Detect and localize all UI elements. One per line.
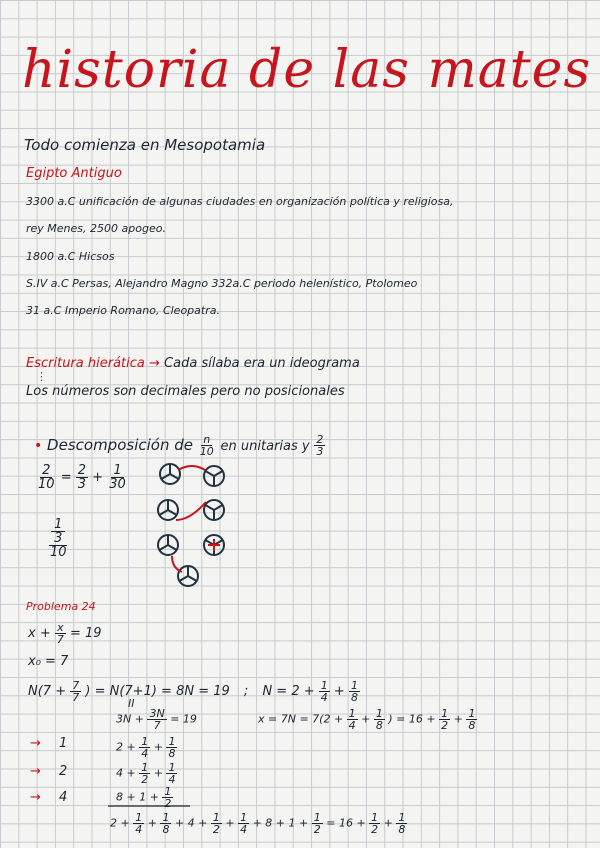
arrow-icon: →: [30, 764, 41, 779]
arrow-icon: →: [30, 790, 41, 805]
problem-total: 2 + $\frac{1}{4}$ + $\frac{1}{8}$ + 4 + $\frac{1}{2}$ + $\frac{1}{4}$ + 8 + 1 + $\frac{1}{2}$ = 16 + $\frac{1}{2}$ + $\frac{1}{8}$: [110, 811, 406, 836]
writing-text: Cada sílaba era un ideograma: [164, 356, 360, 371]
problem-row-3: → 4: [30, 790, 68, 805]
circle-icon: [158, 500, 178, 520]
egypt-line-4: S.IV a.C Persas, Alejandro Magno 332a.C periodo helenístico, Ptolomeo: [26, 277, 418, 290]
circle-icon: [178, 566, 198, 586]
arrow-icon: →: [149, 356, 160, 371]
egypt-heading: Egipto Antiguo: [26, 166, 122, 181]
bullet-icon: •: [34, 438, 43, 454]
decomposition-equation: $\frac{2}{10}$ = $\frac{2}{3}$ + $\frac{1}{30}$: [38, 463, 126, 492]
egypt-line-5: 31 a.C Imperio Romano, Cleopatra.: [26, 304, 220, 317]
problem-row-2: → 2: [30, 764, 68, 779]
problem-row-1-expr: 2 + $\frac{1}{4}$ + $\frac{1}{8}$: [116, 735, 176, 760]
circle-icon: [158, 535, 178, 555]
problem-line3: N(7 + $\frac{7}{7}$ ) = N(7+1) = 8N = 19 ; N = 2 + $\frac{1}{4}$ + $\frac{1}{8}$: [28, 679, 358, 704]
arrow-icon: →: [30, 736, 41, 751]
nested-fraction: 1 3 10: [50, 517, 67, 560]
problem-x0: x₀ = 7: [28, 654, 69, 669]
circle-icon: [160, 464, 180, 484]
problem-line4: 3N + $\frac{3N}{7}$ = 19: [116, 707, 197, 732]
problem-heading: Problema 24: [26, 600, 96, 613]
egypt-line-1: 3300 a.C unificación de algunas ciudades en organización política y religiosa,: [26, 195, 454, 208]
problem-row-3-expr: 8 + 1 + $\frac{1}{2}$: [116, 785, 172, 810]
fraction-2-3: $\frac{2}{3}$: [316, 433, 324, 458]
egypt-line-2: rey Menes, 2500 apogeo.: [26, 222, 166, 235]
writing-label: Escritura hierática: [26, 356, 145, 371]
page-title: historia de las mates: [22, 40, 592, 100]
problem-mark: II: [128, 697, 135, 710]
circle-icon: [204, 466, 224, 486]
connector-line: [176, 502, 206, 520]
circle-icon: [204, 500, 224, 520]
dots-mark: ⋮: [36, 370, 47, 383]
problem-eq1: x + $\frac{x}{7}$ = 19: [28, 621, 102, 646]
connector-line: [178, 466, 205, 470]
decomposition-text-2: en unitarias y: [220, 439, 310, 454]
numbers-line: Los números son decimales pero no posicionales: [26, 384, 345, 399]
egypt-line-3: 1800 a.C Hicsos: [26, 250, 115, 263]
problem-line4-right: x = 7N = 7(2 + $\frac{1}{4}$ + $\frac{1}{8}$ ) = 16 + $\frac{1}{2}$ + $\frac{1}{8}$: [258, 707, 476, 732]
fraction-n-10: $\frac{n}{10}$: [199, 433, 214, 458]
problem-row-1: → 1: [30, 736, 68, 751]
cross-mark: [208, 539, 220, 551]
decomposition-text-1: Descomposición de: [47, 436, 193, 454]
intro-line: Todo comienza en Mesopotamia: [24, 136, 266, 154]
problem-row-2-expr: 4 + $\frac{1}{2}$ + $\frac{1}{4}$: [116, 761, 176, 786]
